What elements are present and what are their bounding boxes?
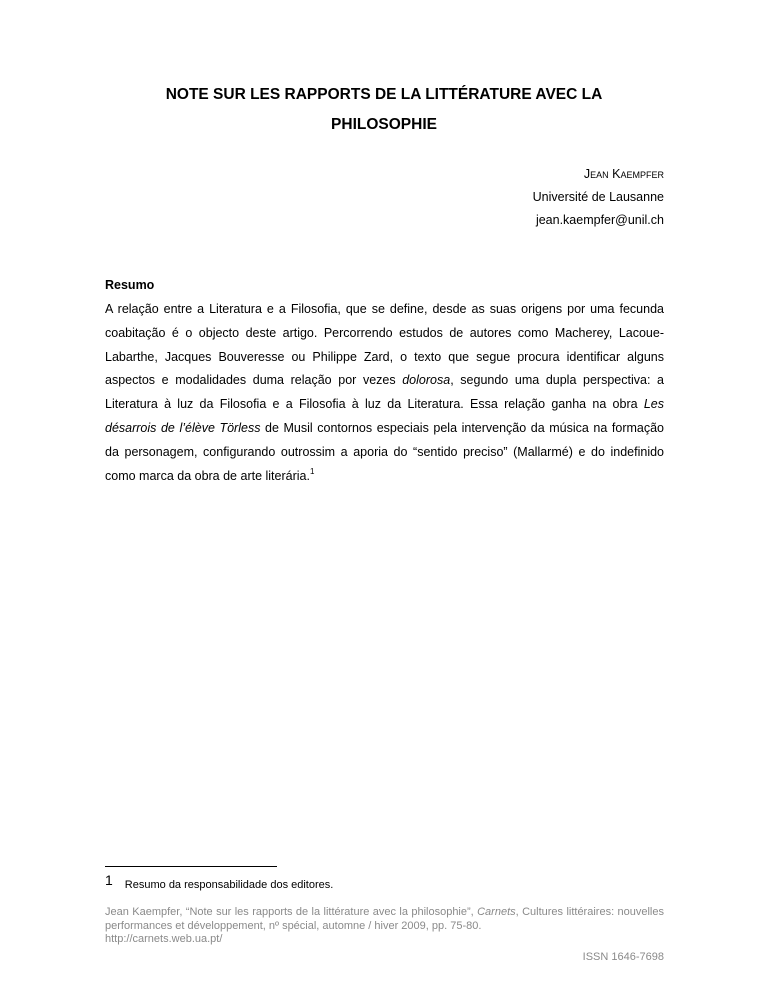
title-line-1: NOTE SUR LES RAPPORTS DE LA LITTÉRATURE AVEC LA (165, 86, 603, 103)
article-title (100, 80, 668, 140)
author-name: Jean Kaempfer (583, 167, 664, 181)
abstract-italic-title: Les désarrois de l’élève Törless (105, 397, 664, 435)
footnote-number: 1 (105, 872, 113, 888)
footnote-divider (105, 866, 277, 867)
abstract-heading: Resumo (105, 278, 155, 292)
issn-label: ISSN 1646-7698 (582, 951, 664, 963)
author-email[interactable]: jean.kaempfer@unil.ch (535, 213, 664, 227)
abstract-text-part-2: , segundo uma dupla perspectiva: a Literatura à luz da Filosofia e a Filosofia à luz da Literatura. Essa relação ganha na obra (105, 373, 664, 412)
abstract-text (105, 298, 664, 488)
footnote-reference[interactable]: 1 (309, 466, 315, 476)
citation-part-1: Jean Kaempfer, “Note sur les rapports de la littérature avec la philosophie”, (105, 906, 478, 918)
abstract-text-part-1: A relação entre a Literatura e a Filosofia, que se define, desde as suas origens por uma fecunda coabitação é o objecto deste artigo. Percorrendo estudos de autores como Macherey, Lacoue-Labarthe, Jacques Bouveresse ou Philippe Zard, o texto que segue procura identificar alguns aspectos e modalidades duma relação por vezes (105, 302, 664, 388)
author-block (264, 163, 664, 232)
abstract-italic-word: dolorosa (402, 373, 451, 388)
citation-url[interactable]: http://carnets.web.ua.pt/ (105, 933, 223, 945)
footnote (105, 872, 333, 893)
citation-footer (105, 906, 664, 947)
citation-part-2: , Cultures littéraires: nouvelles performances et développement, nº spécial, automne / hiver 2009, pp. 75-80. (105, 906, 664, 932)
title-line-2: PHILOSOPHIE (331, 116, 437, 133)
author-affiliation: Université de Lausanne (532, 190, 664, 204)
abstract-text-part-3: de Musil contornos especiais pela intervenção da música na formação da personagem, configurando outrossim a aporia do “sentido preciso” (Mallarmé) e do indefinido como marca da obra de arte literária. (105, 420, 664, 483)
footnote-text: Resumo da responsabilidade dos editores. (124, 879, 334, 891)
citation-journal: Carnets (477, 906, 516, 918)
